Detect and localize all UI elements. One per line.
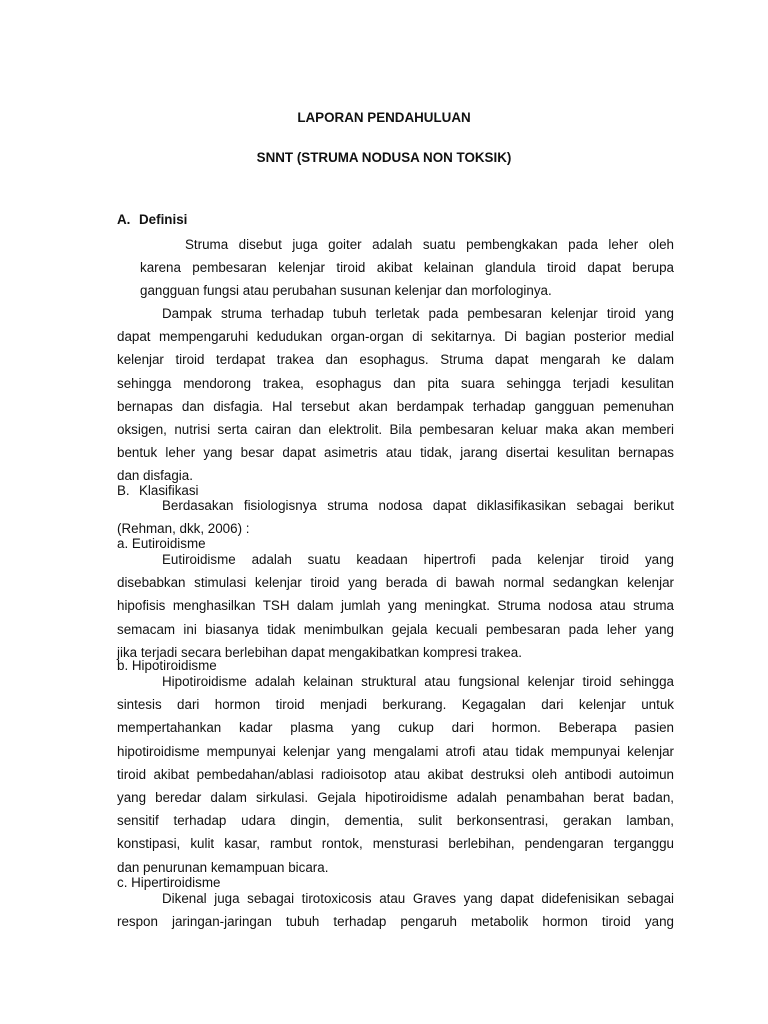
text-line: Dikenal juga sebagai tirotoxicosis atau Graves yang dapat didefenisikan sebagai bbox=[162, 891, 674, 906]
text-line: sehingga mendorong trakea, esophagus dan pita suara sehingga terjadi kesulitan bbox=[117, 375, 674, 391]
text-line: bentuk leher yang besar dapat asimetris atau tidak, jarang disertai kesulitan bernapas bbox=[117, 445, 674, 461]
text-line: Dampak struma terhadap tubuh terletak pada pembesaran kelenjar tiroid yang bbox=[162, 306, 674, 321]
text-line: Eutiroidisme adalah suatu keadaan hipertrofi pada kelenjar tiroid yang bbox=[162, 552, 674, 567]
section-b-number: B. bbox=[117, 483, 130, 498]
text-line: respon jaringan-jaringan tubuh terhadap pengaruh metabolik hormon tiroid yang bbox=[117, 914, 674, 930]
subheading-hipertiroidisme: c. Hipertiroidisme bbox=[117, 875, 221, 890]
text-line: dapat mempengaruhi kedudukan organ-organ di sekitarnya. Di bagian posterior medial bbox=[117, 329, 674, 345]
subheading-hipotiroidisme: b. Hipotiroidisme bbox=[117, 658, 217, 673]
section-b-label: Klasifikasi bbox=[139, 483, 199, 498]
section-a-number: A. bbox=[117, 212, 131, 227]
definisi-paragraph-2 bbox=[117, 302, 674, 488]
klasifikasi-paragraph bbox=[117, 494, 674, 540]
definisi-paragraph-1 bbox=[140, 233, 674, 303]
subheading-eutiroidisme: a. Eutiroidisme bbox=[117, 536, 206, 551]
text-line: karena pembesaran kelenjar tiroid akibat kelainan glandula tiroid dapat berupa bbox=[140, 260, 674, 276]
text-line: konstipasi, kulit kasar, rambut rontok, mensturasi berlebihan, pendengaran terganggu bbox=[117, 836, 674, 852]
text-line: sintesis dari hormon tiroid menjadi berkurang. Kegagalan dari kelenjar untuk bbox=[117, 697, 674, 713]
text-line: yang beredar dalam sirkulasi. Gejala hipotiroidisme adalah penambahan berat badan, bbox=[117, 789, 674, 805]
text-line: disebabkan stimulasi kelenjar tiroid yang berada di bawah normal sedangkan kelenjar bbox=[117, 575, 674, 591]
hipotiroidisme-paragraph bbox=[117, 670, 674, 879]
text-line: dan disfagia. bbox=[117, 468, 193, 484]
section-a-heading bbox=[117, 212, 187, 227]
text-line: Berdasakan fisiologisnya struma nodosa dapat diklasifikasikan sebagai berikut bbox=[162, 498, 674, 513]
text-line: mempertahankan kadar plasma yang cukup dari hormon. Beberapa pasien bbox=[117, 720, 674, 736]
text-line: oksigen, nutrisi serta cairan dan elektrolit. Bila pembesaran keluar maka akan memberi bbox=[117, 421, 674, 437]
doc-title: LAPORAN PENDAHULUAN bbox=[297, 110, 471, 125]
text-line: (Rehman, dkk, 2006) : bbox=[117, 521, 250, 537]
eutiroidisme-paragraph bbox=[117, 548, 674, 664]
text-line: semacam ini biasanya tidak menimbulkan gejala kecuali pembesaran pada leher yang bbox=[117, 621, 674, 637]
text-line: sensitif terhadap udara dingin, dementia, sulit berkonsentrasi, gerakan lamban, bbox=[117, 813, 674, 829]
text-line: dan penurunan kemampuan bicara. bbox=[117, 859, 329, 875]
text-line: tiroid akibat pembedahan/ablasi radioisotop atau akibat destruksi oleh antibodi autoimun bbox=[117, 766, 674, 782]
text-line: gangguan fungsi atau perubahan susunan kelenjar dan morfologinya. bbox=[140, 283, 552, 299]
text-line: hipofisis menghasilkan TSH dalam jumlah yang meningkat. Struma nodosa atau struma bbox=[117, 598, 674, 614]
text-line: hipotiroidisme mempunyai kelenjar yang mengalami atrofi atau tidak mempunyai kelenjar bbox=[117, 743, 674, 759]
text-line: jika terjadi secara berlebihan dapat mengakibatkan kompresi trakea. bbox=[117, 644, 522, 660]
doc-subtitle: SNNT (STRUMA NODUSA NON TOKSIK) bbox=[256, 150, 512, 165]
text-line: Hipotiroidisme adalah kelainan struktural atau fungsional kelenjar tiroid sehingga bbox=[162, 674, 674, 689]
text-line: Struma disebut juga goiter adalah suatu pembengkakan pada leher oleh bbox=[185, 237, 674, 252]
text-line: bernapas dan disfagia. Hal tersebut akan berdampak terhadap gangguan pemenuhan bbox=[117, 398, 674, 414]
text-line: kelenjar tiroid terdapat trakea dan esophagus. Struma dapat mengarah ke dalam bbox=[117, 352, 674, 368]
hipertiroidisme-paragraph bbox=[117, 887, 674, 933]
section-a-label: Definisi bbox=[139, 212, 188, 227]
